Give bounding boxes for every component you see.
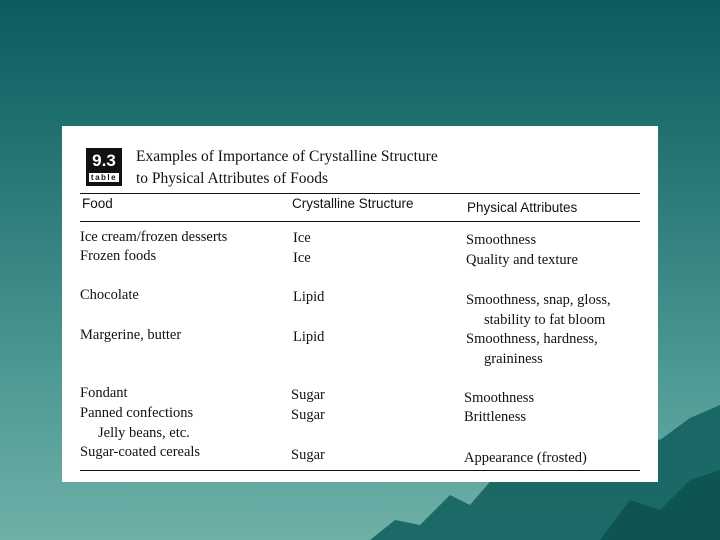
table-cell-food: Chocolate — [80, 287, 139, 303]
table-title — [136, 146, 438, 190]
table-cell-structure: Sugar — [291, 407, 325, 423]
table-cell-structure: Lipid — [293, 289, 325, 305]
table-cell-attribute: Quality and texture — [466, 252, 578, 268]
table-cell-structure: Ice — [293, 230, 311, 246]
table-cell-food: Fondant — [80, 385, 128, 401]
table-cell-food-continued: Jelly beans, etc. — [98, 425, 190, 441]
table-cell-attribute: Smoothness, hardness, — [466, 331, 598, 347]
table-cell-attribute-continued: graininess — [484, 351, 543, 367]
table-number-badge — [86, 148, 122, 186]
column-header-food: Food — [82, 196, 113, 211]
table-cell-attribute-continued: stability to fat bloom — [484, 312, 606, 328]
bottom-rule — [80, 470, 640, 471]
table-cell-attribute: Smoothness — [464, 390, 535, 406]
table-label: table — [90, 173, 118, 182]
header-rule — [80, 221, 640, 222]
table-cell-food: Ice cream/frozen desserts — [80, 229, 228, 245]
table-number: 9.3 — [92, 151, 116, 170]
table-cell-attribute: Smoothness — [466, 232, 537, 248]
table-cell-structure: Sugar — [291, 447, 325, 463]
table-cell-food: Panned confections — [80, 405, 194, 421]
table-cell-attribute: Smoothness, snap, gloss, — [466, 292, 611, 308]
table-title-line-1: Examples of Importance of Crystalline Structure — [136, 148, 438, 165]
table-cell-attribute: Appearance (frosted) — [464, 450, 587, 466]
table-cell-structure: Ice — [293, 250, 311, 266]
table-cell-food: Frozen foods — [80, 248, 157, 264]
table-cell-food: Margerine, butter — [80, 327, 182, 343]
table-title-line-2: to Physical Attributes of Foods — [136, 170, 329, 187]
table-cell-food: Sugar-coated cereals — [80, 444, 201, 460]
column-header-crystalline-structure: Crystalline Structure — [292, 196, 414, 211]
table-image — [62, 126, 658, 482]
table-cell-structure: Sugar — [291, 387, 325, 403]
table-cell-attribute: Brittleness — [464, 409, 527, 425]
table-cell-structure: Lipid — [293, 329, 325, 345]
column-header-physical-attributes: Physical Attributes — [467, 200, 578, 215]
